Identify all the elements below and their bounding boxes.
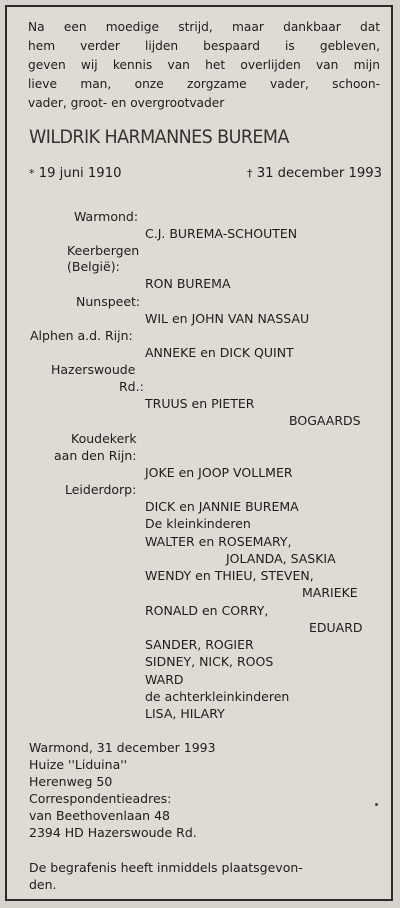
family-place: Alphen a.d. Rijn: [30,328,133,343]
family-member: LISA, HILARY [145,706,225,721]
closing-line: den. [29,877,57,892]
birth-symbol: * [29,167,35,180]
address-heading: Correspondentieadres: [29,791,172,806]
family-member: RONALD en CORRY, [145,603,269,618]
family-place: Hazerswoude [51,362,136,377]
family-place: aan den Rijn: [54,448,137,463]
cross-icon: † [247,167,253,180]
death-date [247,166,382,181]
birth-date-text: 19 juni 1910 [38,166,122,181]
family-member: RON BUREMA [145,276,231,291]
print-speck [375,803,378,806]
family-place: Keerbergen [67,243,140,258]
family-member: EDUARD [309,620,363,635]
family-heading: de achterkleinkinderen [145,689,290,704]
death-date-text: 31 december 1993 [256,166,383,181]
family-member: WALTER en ROSEMARY, [145,534,292,549]
address-line: Herenweg 50 [29,774,113,789]
address-line: van Beethovenlaan 48 [29,808,170,823]
family-member: SIDNEY, NICK, ROOS [145,654,274,669]
family-member: ANNEKE en DICK QUINT [145,345,294,360]
family-place: Rd.: [119,379,144,394]
family-place: (België): [67,259,120,274]
family-member: JOLANDA, SASKIA [226,551,336,566]
family-place: Nunspeet: [76,294,141,309]
family-member: MARIEKE [302,585,358,600]
family-member: C.J. BUREMA-SCHOUTEN [145,226,298,241]
intro-text [28,18,380,113]
family-member: BOGAARDS [289,413,361,428]
family-place: Warmond: [74,209,139,224]
intro-line: Na een moedige strijd, maar dankbaar dat [28,20,380,34]
family-member: JOKE en JOOP VOLLMER [145,465,293,480]
closing-line: De begrafenis heeft inmiddels plaatsgevon- [29,860,303,875]
deceased-name: WILDRIK HARMANNES BUREMA [29,126,289,148]
intro-line: hem verder lijden bespaard is gebleven, [28,39,380,53]
death-notice [5,5,393,901]
family-member: DICK en JANNIE BUREMA [145,499,299,514]
address-line: Huize ''Liduina'' [29,757,128,772]
family-member: SANDER, ROGIER [145,637,254,652]
family-heading: De kleinkinderen [145,516,251,531]
family-place: Leiderdorp: [65,482,137,497]
family-member: WENDY en THIEU, STEVEN, [145,568,314,583]
intro-line: vader, groot- en overgrootvader [28,96,225,110]
intro-line: geven wij kennis van het overlijden van mijn [28,58,380,72]
family-member: WIL en JOHN VAN NASSAU [145,311,310,326]
birth-date [29,166,121,181]
intro-line: lieve man, onze zorgzame vader, schoon- [28,77,380,91]
family-member: TRUUS en PIETER [145,396,255,411]
family-place: Koudekerk [71,431,137,446]
address-line: 2394 HD Hazerswoude Rd. [29,825,197,840]
family-member: WARD [145,672,184,687]
place-date: Warmond, 31 december 1993 [29,740,216,755]
